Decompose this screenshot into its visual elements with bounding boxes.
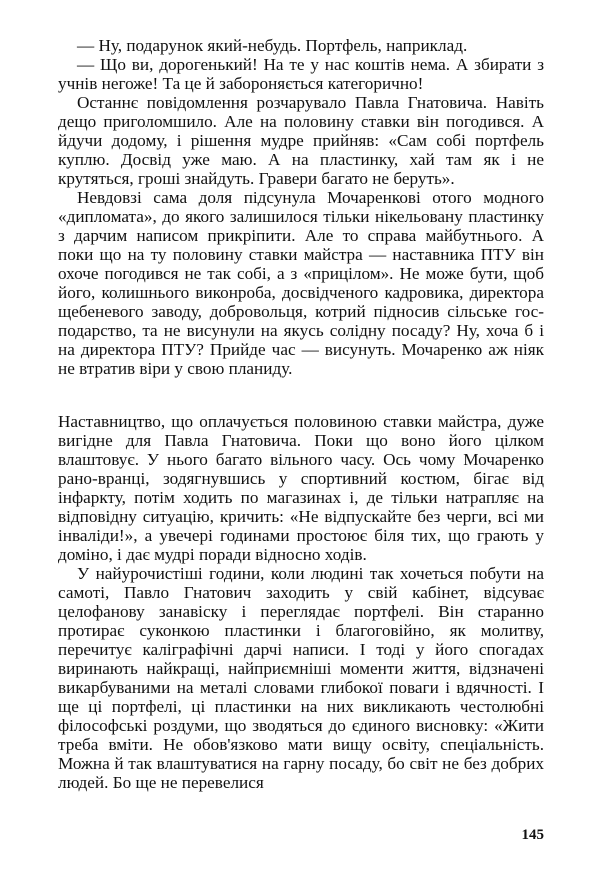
text-section-1 bbox=[58, 36, 544, 378]
paragraph-text-4: У найурочистіші години, коли людині так хочеться побути на самоті, Павло Гнатович заходить у свій кабінет, відсуває целофанову занавіску і переглядає портфелі. Він старанно протирає суконкою пластинки і благоговійно, як молитву, перечитує каліграфічні дарчі написи. І тоді у його спогадах виринають найкращі, найприємніші моменти життя, відзначені викарбуваними на металі словами глибокої поваги і вдячності. І ще ці портфелі, ці пластинки на них викликають честолюбні філософські роздуми, що зводяться до єдиного висновку: «Жити треба вміти. Не обов'язково мати вищу освіту, спеціальність. Можна й так влаштуватися на гарну посаду, бо світ не без добрих людей. Бо ще не перевелися bbox=[58, 564, 544, 792]
paragraph-dialogue-1: — Ну, подарунок який-небудь. Портфель, наприклад. bbox=[77, 36, 468, 55]
paragraph-dialogue-2: — Що ви, дорогенький! На те у нас коштів нема. А збирати з учнів негоже! Та це й забороняється категорично! bbox=[58, 55, 544, 93]
paragraph-text-3: Наставництво, що оплачується половиною ставки майстра, дуже вигідне для Павла Гнатовича. Поки що воно його цілком влаштовує. У нього багато вільного часу. Ось чому Мочаренко рано-вранці, зодягнувшись у спортивний костюм, бігає від інфаркту, потім ходить по магазинах і, де тільки натрапляє на відповідну ситуацію, кричить: «Не відпускайте без черги, всі ми інваліди!», а увечері годинами простоює біля тих, що грають у доміно, і дає мудрі поради відносно ходів. bbox=[58, 412, 544, 564]
paragraph-text-2: Невдовзі сама доля підсунула Мочаренкові отого модного «дипломата», до якого залишилося тільки нікельовану пластинку з дарчим написом прикріпити. Але то справа майбутнього. А поки що на ту половину ставки майстра — наставника ПТУ він охоче погодився не так собі, а з «прицілом». Не може бути, щоб його, колишнього виконроба, досвідченого кадровика, директора щебеневого заводу, добровольця, котрий підносив сільське господарство, та не висунули на якусь солідну посаду? Ну, хоча б і на директора ПТУ? Прийде час — висунуть. Мочаренко аж ніяк не втратив віри у свою планиду. bbox=[58, 188, 544, 378]
text-section-2 bbox=[58, 412, 544, 792]
page-number: 145 bbox=[521, 827, 544, 843]
paragraph-text-1: Останнє повідомлення розчарувало Павла Гнатовича. Навіть дещо приголомшило. Але на половину ставки він погодився. А йдучи додому, і рішення мудре прийняв: «Сам собі портфель куплю. Досвід уже маю. А на пластинку, хай там як і не крутяться, гроші знайдуть. Гравери багато не беруть». bbox=[58, 93, 544, 188]
